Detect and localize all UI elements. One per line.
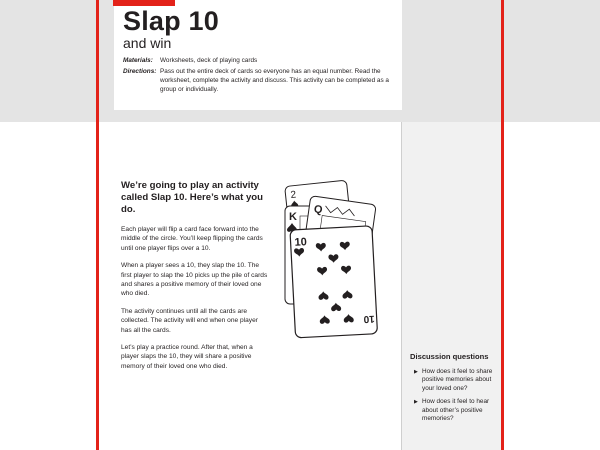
header-card — [114, 0, 402, 110]
ten-of-hearts-card — [290, 226, 378, 338]
middle-card-rank: K — [289, 211, 297, 223]
red-header-tab — [113, 0, 175, 6]
left-red-rule — [96, 0, 99, 450]
discussion-question-text: How does it feel to hear about other’s positive memories? — [422, 398, 490, 423]
directions-label: Directions: — [123, 68, 157, 75]
instruction-paragraph: When a player sees a 10, they slap the 10. The first player to slap the 10 picks up the pile of cards and shares a positive memory of their loved one who died. — [121, 262, 268, 298]
back-card-rank: 2 — [290, 189, 297, 201]
directions-value: Pass out the entire deck of cards so everyone has an equal number. Read the worksheet, complete the activity and discuss. This activity can be completed as a group or individually. — [160, 68, 389, 93]
page-title: Slap 10 — [123, 6, 219, 36]
discussion-question — [410, 398, 498, 423]
instruction-paragraph: Let’s play a practice round. After that, when a player slaps the 10, they will share a positive memory of their loved one who died. — [121, 344, 253, 370]
playing-cards-drawing — [280, 178, 390, 338]
queen-card-rank: Q — [313, 203, 324, 217]
front-card-rank-inverted: 10 — [363, 312, 375, 325]
activity-meta — [123, 56, 394, 94]
instructions-heading: We’re going to play an activity called Slap 10. Here’s what you do. — [121, 180, 264, 215]
triangle-right-icon: ▶ — [414, 399, 418, 406]
discussion-question — [410, 368, 498, 393]
directions-row — [123, 67, 394, 94]
triangle-right-icon: ▶ — [414, 369, 418, 375]
discussion-title: Discussion questions — [410, 352, 489, 361]
instructions — [121, 180, 269, 379]
right-red-rule — [501, 0, 504, 450]
sidebar-divider — [401, 122, 402, 450]
front-card-rank: 10 — [294, 236, 308, 249]
instruction-paragraph: The activity continues until all the cards are collected. The activity will end when one player has all the cards. — [121, 307, 258, 334]
materials-value: Worksheets, deck of playing cards — [160, 57, 258, 64]
discussion-question-text: How does it feel to share positive memories about your loved one? — [422, 368, 493, 392]
discussion-questions — [410, 352, 498, 428]
materials-label: Materials: — [123, 57, 153, 64]
materials-row — [123, 56, 394, 65]
page-subtitle: and win — [123, 35, 172, 51]
playing-cards-illustration — [280, 178, 390, 338]
instruction-paragraph: Each player will flip a card face forward into the middle of the circle. You’ll keep flipping the cards until one player flips over a 10. — [121, 226, 263, 252]
